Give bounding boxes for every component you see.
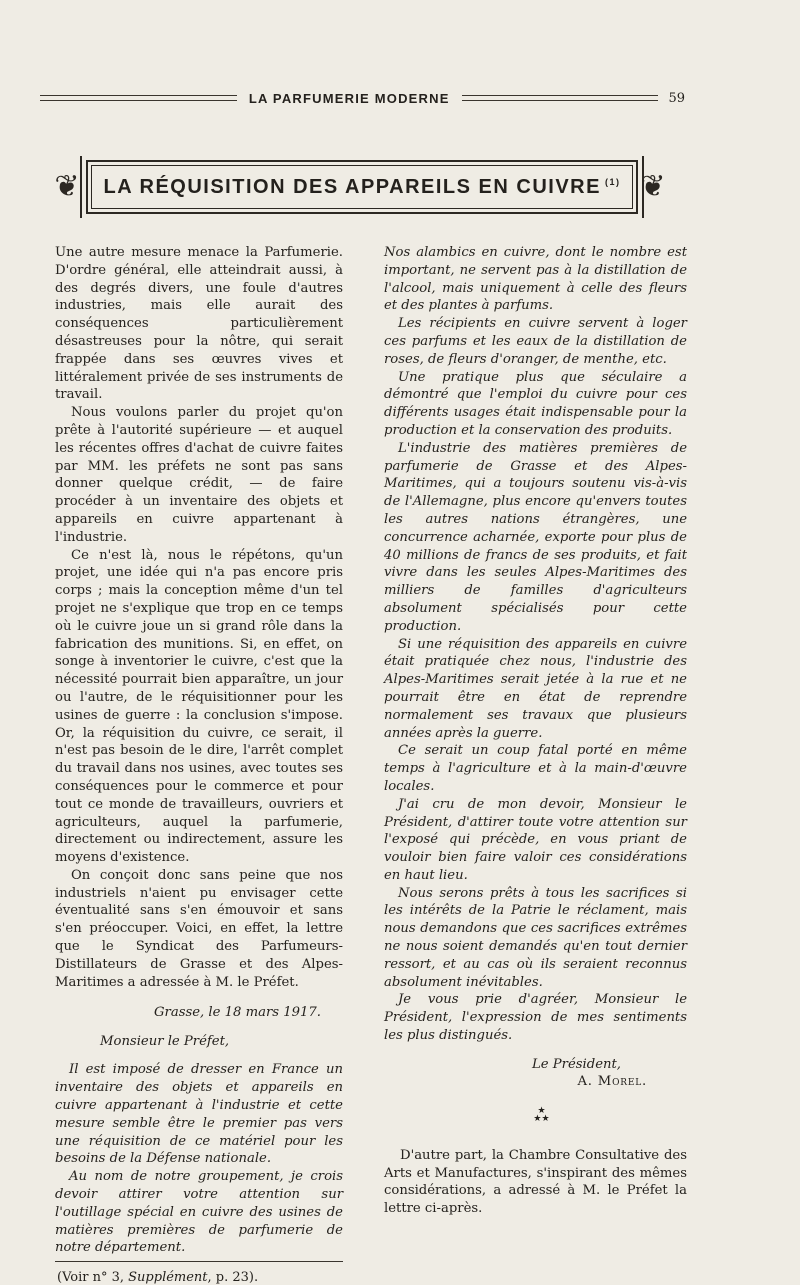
asterism-icon: [384, 1107, 687, 1123]
letter-paragraph: Une pratique plus que séculaire a démontré que l'emploi du cuivre pour ces différents usages était indispensable pour la production et la conservation des produits.: [384, 369, 687, 438]
footnote-prefix: (Voir n° 3,: [57, 1270, 129, 1285]
fleuron-right-icon: ❦: [640, 169, 666, 204]
letter-salutation: Monsieur le Préfet,: [100, 1034, 230, 1050]
fleuron-left-icon: ❦: [54, 169, 80, 204]
body-paragraph: On conçoit donc sans peine que nos industriels n'aient pu envisager cette éventualité sans s'en émouvoir et sans s'en préoccuper. Voici, en effet, la lettre que le Syndicat des Parfumeurs-Distillateurs de Grasse et des Alpes-Maritimes a adressée à M. le Préfet.: [55, 867, 343, 990]
letter-paragraph: Il est imposé de dresser en France un inventaire des objets et appareils en cuivre appartenant à l'industrie et cette mesure semble être le premier pas vers une réquisition de ce matériel pour les besoins de la Défense nationale.: [55, 1062, 343, 1167]
page-number: 59: [668, 90, 685, 106]
footnote-rule: [55, 1261, 343, 1262]
article-title: [104, 176, 621, 199]
body-paragraph: Ce n'est là, nous le répétons, qu'un projet, une idée qui n'a pas encore pris corps ; mais la conception même d'un tel projet ne s'explique que trop en ce temps où le cuivre joue un si grand rôle dans la fabrication des munitions. Si, en effet, on songe à inventorier le cuivre, c'est que la nécessité pourrait bien apparaître, un jour ou l'autre, de le réquisitionner pour les usines de guerre : la conclusion s'impose. Or, la réquisition du cuivre, ce serait, il n'est pas besoin de le dire, l'arrêt complet du travail dans nos usines, avec toutes ses conséquences pour le commerce et pour tout ce monde de travailleurs, ouvriers et agriculteurs, auquel la parfumerie, directement ou indirectement, assure les moyens d'existence.: [55, 547, 343, 866]
asterism-bottom: ★★: [533, 1113, 550, 1124]
letter-paragraph: Nous serons prêts à tous les sacrifices si les intérêts de la Patrie le réclament, mais nous demandons que ces sacrifices extrêmes ne nous soient demandés qu'en tout dernier ressort, et au cas où ils seraient reconnus absolument inévitables.: [384, 885, 687, 990]
title-footnote-mark: (1): [604, 176, 621, 187]
footnote: [55, 1270, 343, 1285]
letter-paragraph: Nos alambics en cuivre, dont le nombre est important, ne servent pas à la distillation de l'alcool, mais uniquement à celle des fleurs et des plantes à parfums.: [384, 245, 687, 314]
letter-paragraph: Les récipients en cuivre servent à loger ces parfums et les eaux de la distillation de roses, de fleurs d'oranger, de menthe, etc.: [384, 316, 687, 367]
journal-title: LA PARFUMERIE MODERNE: [248, 90, 450, 106]
right-column: [384, 244, 687, 1218]
body-paragraph: Nous voulons parler du projet qu'on prête à l'autorité supérieure — et auquel les récentes offres d'achat de cuivre faites par MM. les préfets ne sont pas sans donner quelque crédit, — de faire procéder à un inventaire des objets et appareils en cuivre appartenant à l'industrie.: [55, 405, 343, 545]
letter-date: Grasse, le 18 mars 1917.: [154, 1005, 321, 1021]
letter-paragraph: Je vous prie d'agréer, Monsieur le Président, l'expression de mes sentiments les plus distingués.: [384, 992, 687, 1044]
header-rule-right: [462, 95, 659, 101]
body-paragraph: Une autre mesure menace la Parfumerie. D'ordre général, elle atteindrait aussi, à des degrés divers, une foule d'autres industries, mais elle aurait des conséquences particulièrement désastreuses pour la nôtre, qui serait frappée dans ses œuvres vives et littéralement privée de ses instruments de travail.: [55, 245, 343, 403]
letter-paragraph: J'ai cru de mon devoir, Monsieur le Président, d'attirer toute votre attention sur l'exposé qui précède, en vous priant de vouloir bien faire valoir ces considérations en haut lieu.: [384, 796, 687, 883]
running-header: [40, 88, 685, 108]
letter-paragraph: Au nom de notre groupement, je crois devoir attirer votre attention sur l'outillage spécial en cuivre des usines de matières premières de parfumerie de notre département.: [55, 1169, 343, 1256]
article-title-banner: [86, 160, 638, 214]
footnote-suffix: , p. 23).: [207, 1270, 259, 1285]
body-paragraph: D'autre part, la Chambre Consultative des Arts et Manufactures, s'inspirant des mêmes considérations, a adressé à M. le Préfet la lettre ci-après.: [384, 1147, 687, 1217]
letter-paragraph: L'industrie des matières premières de parfumerie de Grasse et des Alpes-Maritimes, qui a toujours soutenu vis-à-vis de l'Allemagne, plus encore qu'envers toutes les autres nations étrangères, une concurrence acharnée, exporte pour plus de 40 millions de francs de ses produits, et fait vivre dans les seules Alpes-Maritimes des milliers de familles d'agriculteurs absolument spécialisés pour cette production.: [384, 440, 687, 634]
letter-paragraph: Ce serait un coup fatal porté en même temps à l'agriculture et à la main-d'œuvre locales.: [384, 743, 687, 794]
signoff-role: Le Président,: [532, 1056, 621, 1072]
left-column: [55, 244, 343, 1285]
asterism-top: ★: [537, 1105, 546, 1116]
footnote-italic: Supplément: [128, 1270, 208, 1285]
article-title-text: LA RÉQUISITION DES APPAREILS EN CUIVRE: [103, 175, 601, 198]
letter-paragraph: Si une réquisition des appareils en cuivre était pratiquée chez nous, l'industrie des Alpes-Maritimes serait jetée à la rue et ne pourrait être en état de reprendre normalement ses travaux que plusieurs années après la guerre.: [384, 636, 687, 741]
signoff-name: A. Morel.: [577, 1073, 647, 1089]
header-rule-left: [40, 95, 237, 101]
